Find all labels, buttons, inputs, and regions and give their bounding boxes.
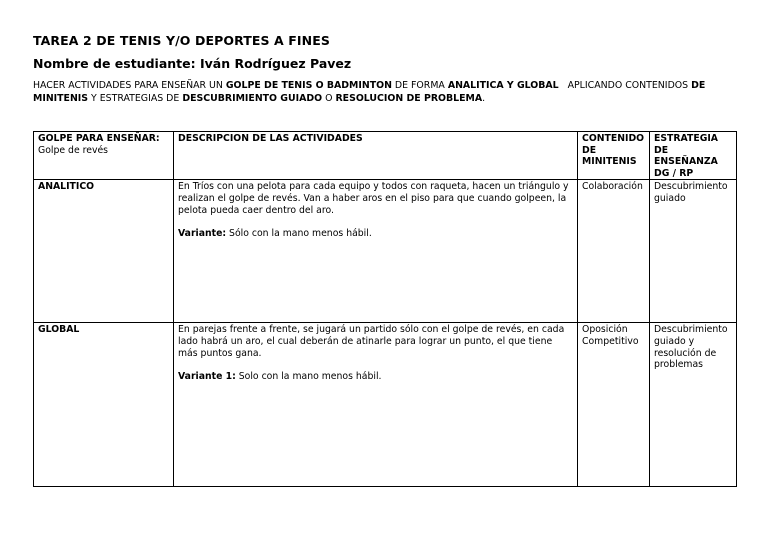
- row-variant-text: Sólo con la mano menos hábil.: [226, 227, 372, 239]
- instructions-bold: ANALITICA Y GLOBAL: [447, 80, 559, 91]
- header-descripcion: [174, 132, 578, 180]
- row-type: ANALITICO: [38, 181, 95, 193]
- instructions-bold: GOLPE DE TENIS O BADMINTON: [225, 80, 392, 91]
- row-description: En parejas frente a frente, se jugará un partido sólo con el golpe de revés, en cada lado habrá un aro, el cual deberán de atinarle para lograr un punto, el que tiene más puntos gana.: [178, 324, 565, 359]
- row-content-cell: [578, 180, 650, 323]
- instructions-text: Y ESTRATEGIAS DE: [88, 93, 183, 104]
- activities-table: [33, 131, 737, 487]
- header-golpe: [34, 132, 174, 180]
- row-description-cell: [174, 323, 578, 487]
- document-title: TAREA 2 DE TENIS Y/O DEPORTES A FINES: [33, 33, 330, 48]
- instructions-bold: DE MINITENIS: [33, 80, 706, 104]
- row-variant-label: Variante 1:: [178, 370, 236, 382]
- header-descripcion-label: DESCRIPCION DE LAS ACTIVIDADES: [178, 133, 363, 144]
- row-type: GLOBAL: [38, 324, 80, 336]
- instructions-bold: RESOLUCION DE PROBLEMA: [335, 93, 483, 104]
- row-variant-label: Variante:: [178, 227, 227, 239]
- header-estrategia: [650, 132, 737, 180]
- row-content: Colaboración: [582, 181, 643, 193]
- instructions-text: O: [322, 93, 336, 104]
- header-contenido-label: CONTENIDO DE MINITENIS: [582, 133, 645, 168]
- table-header-row: [34, 132, 737, 180]
- row-variant-text: Solo con la mano menos hábil.: [235, 370, 382, 382]
- instructions-text: HACER ACTIVIDADES PARA ENSEÑAR UN: [33, 80, 226, 91]
- instructions-paragraph: [33, 79, 743, 105]
- row-description-cell: [174, 180, 578, 323]
- header-estrategia-label: ESTRATEGIA DE ENSEÑANZA DG / RP: [654, 133, 718, 179]
- row-description: En Tríos con una pelota para cada equipo y todos con raqueta, hacen un triángulo y realizan el golpe de revés. Van a haber aros en el piso para que cuando golpeen, la pelota pueda caer dentro del aro.: [178, 181, 569, 216]
- row-content-cell: [578, 323, 650, 487]
- instructions-text: DE FORMA: [391, 80, 448, 91]
- instructions-bold: DESCUBRIMIENTO GUIADO: [182, 93, 323, 104]
- row-type-cell: [34, 323, 174, 487]
- row-content: Oposición Competitivo: [582, 324, 639, 347]
- paragraph-gap: [178, 359, 573, 371]
- row-strategy: Descubrimiento guiado y resolución de problemas: [654, 324, 728, 371]
- row-strategy: Descubrimiento guiado: [654, 181, 728, 204]
- instructions-text: .: [482, 93, 486, 104]
- student-name: Nombre de estudiante: Iván Rodríguez Pavez: [33, 56, 352, 71]
- instructions-text: APLICANDO CONTENIDOS: [558, 80, 692, 91]
- paragraph-gap: [178, 216, 573, 228]
- header-golpe-value: Golpe de revés: [38, 133, 163, 156]
- table-row: [34, 323, 737, 487]
- row-strategy-cell: [650, 180, 737, 323]
- header-golpe-label: GOLPE PARA ENSEÑAR:: [38, 133, 160, 144]
- header-contenido: [578, 132, 650, 180]
- row-type-cell: [34, 180, 174, 323]
- table-row: [34, 180, 737, 323]
- row-strategy-cell: [650, 323, 737, 487]
